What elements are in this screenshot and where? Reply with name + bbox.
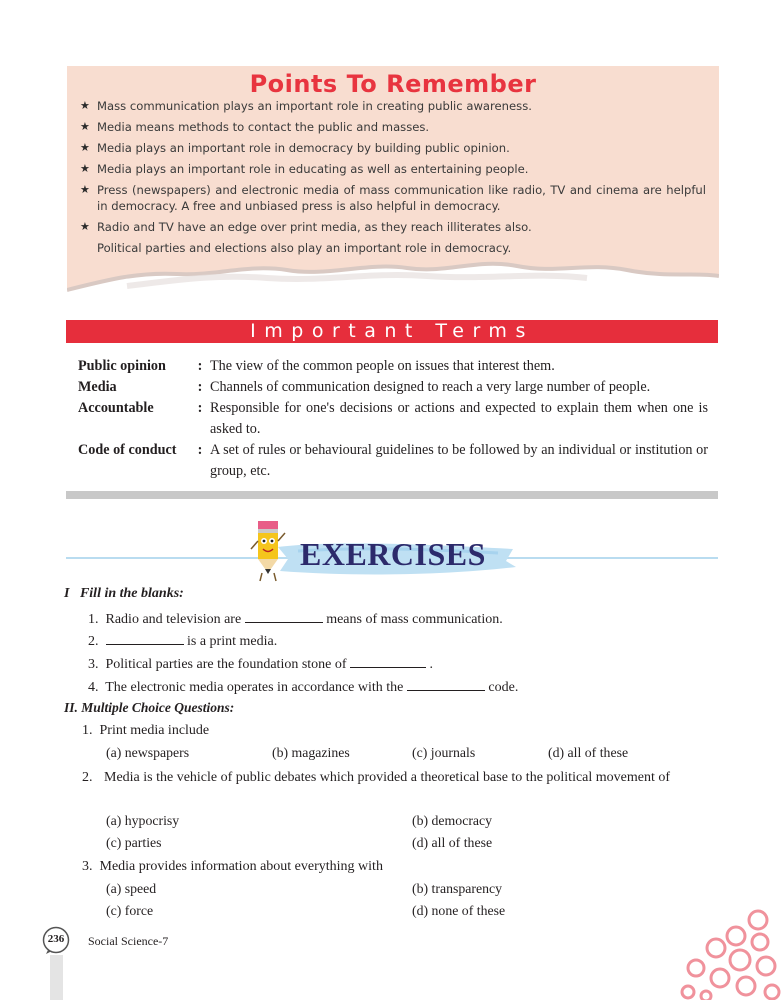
mcq-question-1: 1. Print media include	[82, 723, 210, 738]
star-icon: ★	[80, 220, 90, 233]
points-title: Points To Remember	[249, 70, 537, 98]
fill-blanks-heading: I Fill in the blanks:	[64, 586, 184, 601]
bubbles-decoration	[676, 906, 782, 1000]
mcq-option[interactable]: (b) transparency	[412, 881, 503, 896]
mcq-option[interactable]: (b) magazines	[272, 745, 350, 760]
book-title: Social Science-7	[88, 934, 169, 948]
mcq-option[interactable]: (d) all of these	[412, 835, 493, 850]
fill-question-4: 4. The electronic media operates in accordance with the code.	[88, 680, 519, 695]
mcq-option[interactable]: (c) force	[106, 903, 154, 918]
list-item: ★ Media plays an important role in educating as well as entertaining people.	[80, 162, 529, 176]
term-name: Accountable	[78, 400, 154, 416]
points-list	[80, 98, 706, 261]
mcq-option[interactable]: (a) newspapers	[106, 745, 190, 760]
list-item: ★ Media means methods to contact the public and masses.	[80, 120, 430, 134]
mcq-option[interactable]: (a) speed	[106, 881, 157, 896]
mcq-option[interactable]: (c) journals	[412, 745, 476, 760]
exercises-title: EXERCISES	[300, 536, 486, 572]
list-item: ★ Mass communication plays an important role in creating public awareness.	[80, 99, 532, 113]
important-terms-banner: Important Terms	[66, 320, 718, 343]
terms-list	[78, 356, 708, 482]
list-item: Political parties and elections also play an important role in democracy.	[97, 241, 512, 255]
star-icon: ★	[80, 141, 90, 154]
fill-question-3: 3. Political parties are the foundation stone of .	[88, 657, 434, 672]
term-definition: Responsible for one's decisions or actions and expected to explain them when one is asked to.	[210, 400, 708, 437]
term-row	[78, 377, 708, 398]
term-row	[78, 356, 708, 377]
mcq-question-2	[82, 767, 722, 789]
term-definition: The view of the common people on issues that interest them.	[210, 358, 555, 374]
section-divider	[66, 491, 718, 499]
mcq-option[interactable]: (a) hypocrisy	[106, 813, 180, 828]
answer-blank[interactable]	[350, 655, 426, 668]
answer-blank[interactable]	[106, 632, 184, 645]
mcq-option[interactable]: (c) parties	[106, 835, 162, 850]
list-item: ★ Press (newspapers) and electronic media of mass communication like radio, TV and cinema are helpful in democracy. A free and unbiased press is also helpful in democracy.	[80, 183, 706, 213]
term-colon: :	[197, 442, 203, 458]
star-icon: ★	[80, 99, 90, 112]
fill-question-2: 2. is a print media.	[88, 634, 278, 649]
term-name: Public opinion	[78, 358, 166, 374]
mcq-option[interactable]: (d) none of these	[412, 903, 506, 918]
answer-blank[interactable]	[245, 610, 323, 623]
term-colon: :	[197, 358, 203, 374]
mcq-option[interactable]: (b) democracy	[412, 813, 493, 828]
term-name: Media	[78, 379, 117, 395]
star-icon: ★	[80, 162, 90, 175]
term-definition: Channels of communication designed to reach a very large number of people.	[210, 379, 651, 395]
mcq-question-3: 3. Media provides information about everything with	[82, 859, 383, 874]
list-item: ★ Radio and TV have an edge over print media, as they reach illiterates also.	[80, 220, 532, 234]
mcq-option[interactable]: (d) all of these	[548, 745, 629, 760]
margin-bar	[50, 955, 63, 1000]
star-icon: ★	[80, 120, 90, 133]
page-number: 236	[47, 933, 65, 945]
term-colon: :	[197, 379, 203, 395]
star-icon: ★	[80, 183, 90, 196]
term-definition: A set of rules or behavioural guidelines to be followed by an individual or institution or group, etc.	[210, 442, 708, 479]
term-colon: :	[197, 400, 203, 416]
list-item: ★ Media plays an important role in democracy by building public opinion.	[80, 141, 510, 155]
question-text-row: 2. Media is the vehicle of public debates which provided a theoretical base to the political movement of	[82, 770, 671, 785]
term-row	[78, 398, 708, 440]
term-row	[78, 440, 708, 482]
answer-blank[interactable]	[407, 678, 485, 691]
pencil-mascot-icon	[248, 513, 288, 583]
mcq-heading: II. Multiple Choice Questions:	[64, 700, 235, 715]
fill-question-1: 1. Radio and television are means of mass communication.	[88, 612, 503, 627]
term-name: Code of conduct	[78, 442, 177, 458]
